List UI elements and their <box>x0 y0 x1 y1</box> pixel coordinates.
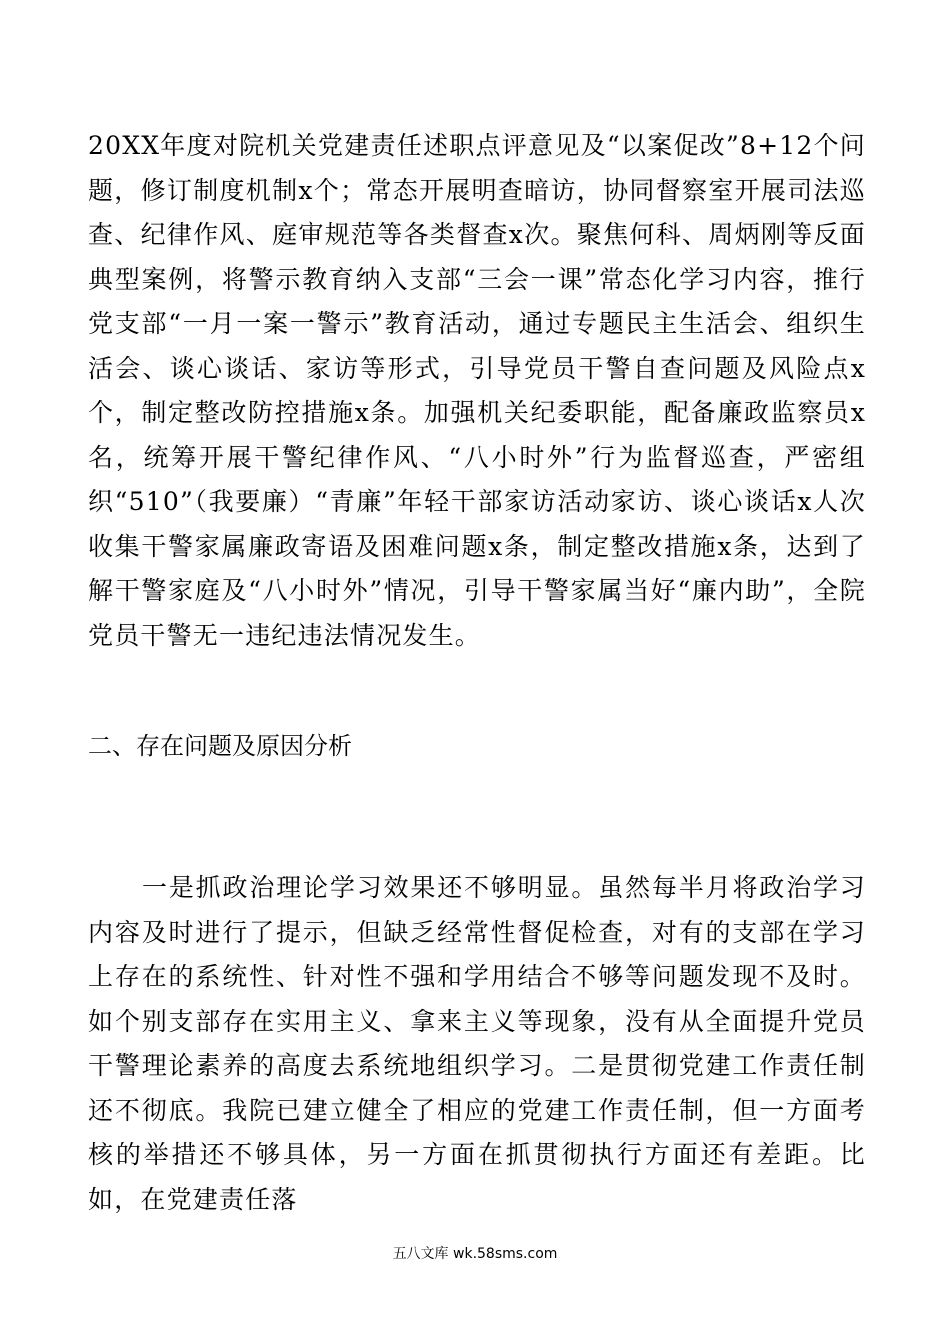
section-heading: 二、存在问题及原因分析 <box>88 732 352 760</box>
body-paragraph-1: 20XX年度对院机关党建责任述职点评意见及“以案促改”8+12个问题，修订制度机制x个；常态开展明查暗访，协同督察室开展司法巡查、纪律作风、庭审规范等各类督查x次。聚焦何科、周炳刚等反面典型案例，将警示教育纳入支部“三会一课”常态化学习内容，推行党支部“一月一案一警示”教育活动，通过专题民主生活会、组织生活会、谈心谈话、家访等形式，引导党员干警自查问题及风险点x个，制定整改防控措施x条。加强机关纪委职能，配备廉政监察员x名，统筹开展干警纪律作风、“八小时外”行为监督巡查，严密组织“510”（我要廉）“青廉”年轻干部家访活动家访、谈心谈话x人次收集干警家属廉政寄语及困难问题x条，制定整改措施x条，达到了解干警家庭及“八小时外”情况，引导干警家属当好“廉内助”，全院党员干警无一违纪违法情况发生。 <box>88 131 866 650</box>
body-paragraph-2: 一是抓政治理论学习效果还不够明显。虽然每半月将政治学习内容及时进行了提示，但缺乏经常性督促检查，对有的支部在学习上存在的系统性、针对性不强和学用结合不够等问题发现不及时。如个别支部存在实用主义、拿来主义等现象，没有从全面提升党员干警理论素养的高度去系统地组织学习。二是贯彻党建工作责任制还不彻底。我院已建立健全了相应的党建工作责任制，但一方面考核的举措还不够具体，另一方面在抓贯彻执行方面还有差距。比如，在党建责任落 <box>88 873 866 1214</box>
footer-watermark: 五八文库 wk.58sms.com <box>392 1246 558 1262</box>
